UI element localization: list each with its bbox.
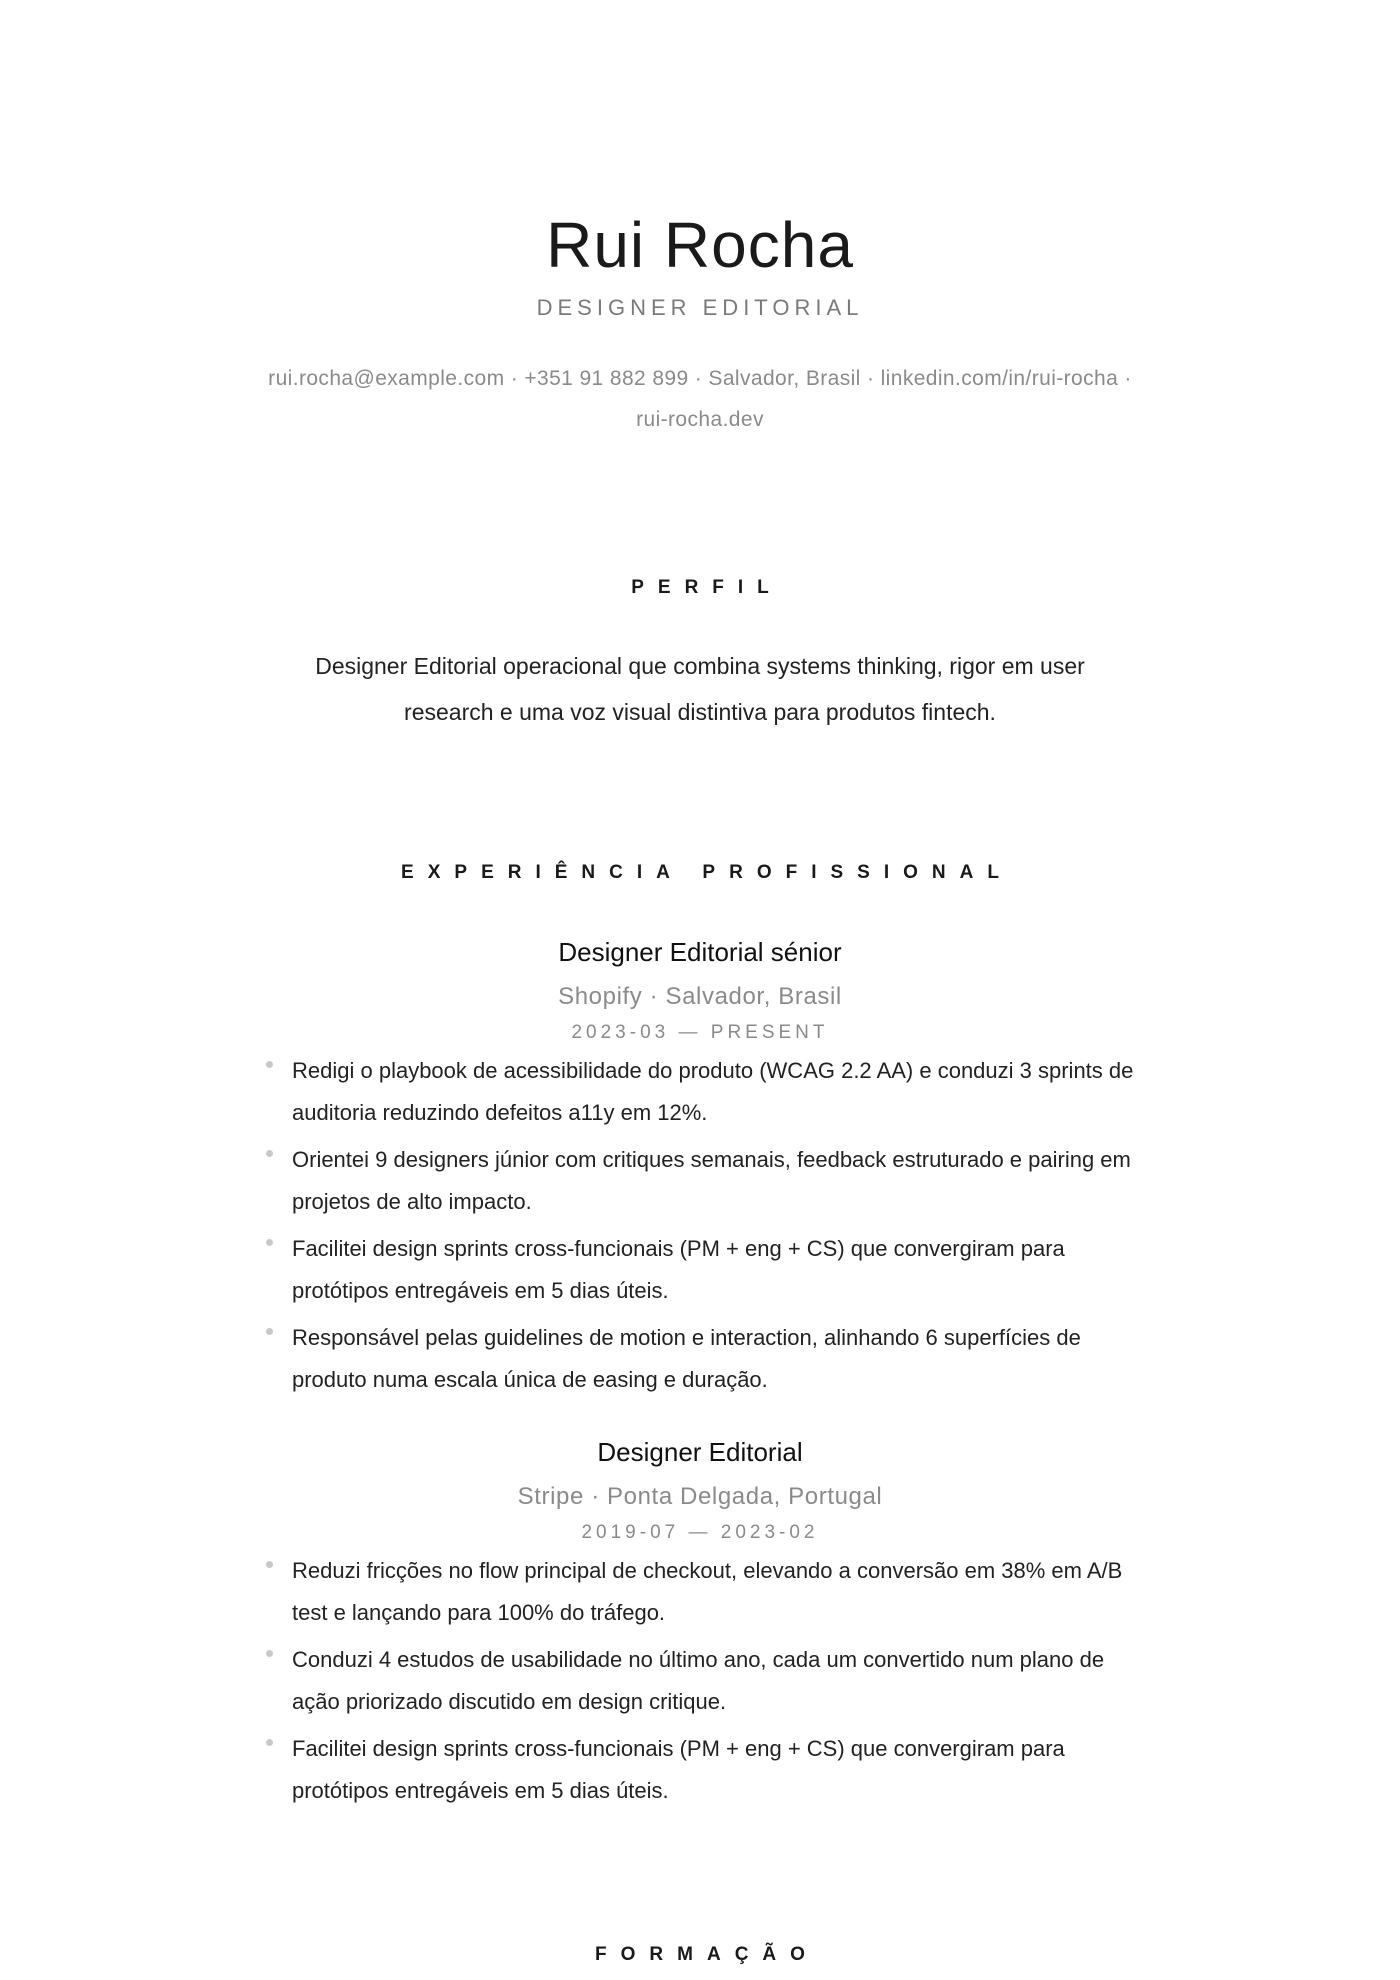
job-company: Stripe · Ponta Delgada, Portugal [517, 1483, 883, 1510]
job-company: Shopify · Salvador, Brasil [558, 983, 842, 1010]
bullet-icon [266, 1328, 273, 1335]
bullet-icon [266, 1061, 273, 1068]
list-item [262, 1050, 1142, 1134]
bullet-text: Conduzi 4 estudos de usabilidade no último ano, cada um convertido num plano de ação priorizado discutido em design critique. [292, 1647, 1105, 1714]
contact-line-1: rui.rocha@example.com · +351 91 882 899 · Salvador, Brasil · linkedin.com/in/rui-rocha · [268, 367, 1132, 390]
list-item [262, 1317, 1142, 1401]
job-dates: 2023-03 — PRESENT [571, 1022, 829, 1043]
bullet-text: Reduzi fricções no flow principal de checkout, elevando a conversão em 38% em A/B test e lançando para 100% do tráfego. [292, 1558, 1123, 1625]
bullet-icon [266, 1561, 273, 1568]
job-bullets [262, 1550, 1142, 1812]
bullet-icon [266, 1739, 273, 1746]
bullet-text: Facilitei design sprints cross-funcionais (PM + eng + CS) que convergiram para protótipos entregáveis em 5 dias úteis. [292, 1236, 1065, 1303]
contact-info [220, 358, 1180, 440]
section-title-experience: EXPERIÊNCIA PROFISSIONAL [401, 862, 1013, 883]
job-entry [0, 1434, 1400, 1817]
resume-header [0, 205, 1400, 440]
list-item [262, 1228, 1142, 1312]
list-item [262, 1639, 1142, 1723]
list-item [262, 1728, 1142, 1812]
job-bullets [262, 1050, 1142, 1401]
candidate-role: DESIGNER EDITORIAL [536, 295, 864, 320]
list-item [262, 1550, 1142, 1634]
bullet-text: Redigi o playbook de acessibilidade do produto (WCAG 2.2 AA) e conduzi 3 sprints de auditoria reduzindo defeitos a11y em 12%. [292, 1058, 1134, 1125]
profile-summary: Designer Editorial operacional que combina systems thinking, rigor em user research e uma voz visual distintiva para produtos fintech. [315, 653, 1085, 725]
list-item [262, 1139, 1142, 1223]
job-title: Designer Editorial sénior [558, 937, 842, 967]
section-title-education: FORMAÇÃO [595, 1944, 819, 1965]
section-title-profile: PERFIL [631, 577, 783, 598]
bullet-text: Facilitei design sprints cross-funcionais (PM + eng + CS) que convergiram para protótipos entregáveis em 5 dias úteis. [292, 1736, 1065, 1803]
job-dates: 2019-07 — 2023-02 [581, 1522, 819, 1543]
bullet-icon [266, 1239, 273, 1246]
bullet-icon [266, 1150, 273, 1157]
job-entry [0, 934, 1400, 1406]
job-title: Designer Editorial [597, 1437, 803, 1467]
contact-line-2: rui-rocha.dev [636, 408, 764, 431]
bullet-text: Responsável pelas guidelines de motion e interaction, alinhando 6 superfícies de produto numa escala única de easing e duração. [292, 1325, 1081, 1392]
candidate-name: Rui Rocha [546, 209, 854, 281]
bullet-icon [266, 1650, 273, 1657]
bullet-text: Orientei 9 designers júnior com critiques semanais, feedback estruturado e pairing em projetos de alto impacto. [292, 1147, 1131, 1214]
